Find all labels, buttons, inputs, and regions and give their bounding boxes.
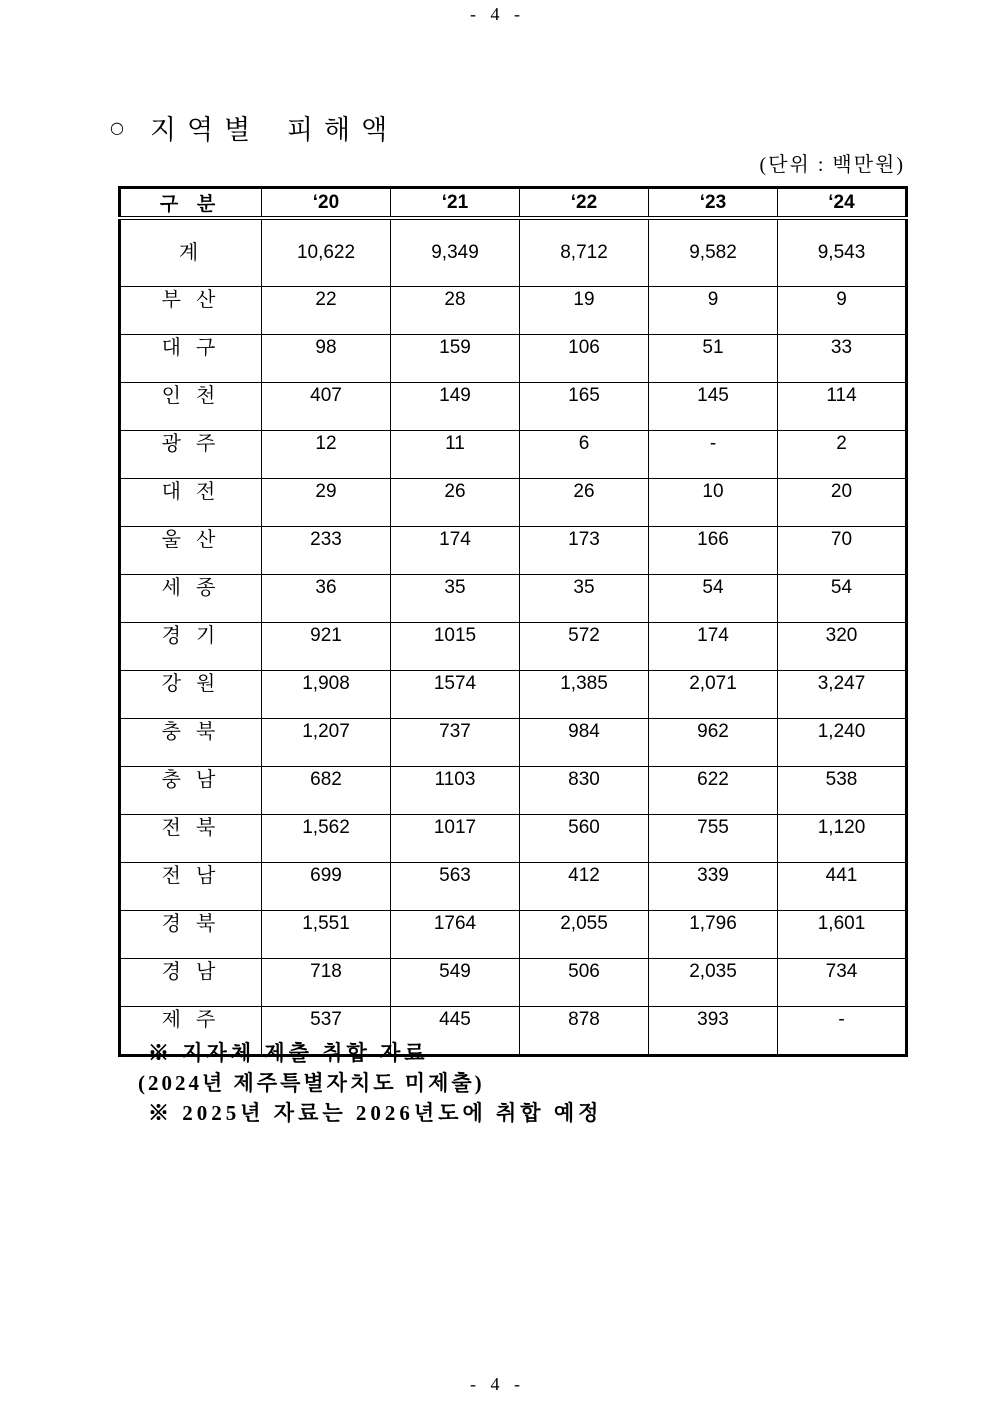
table-row [120,671,907,719]
value-cell: 114 [778,383,907,431]
region-damage-table [118,186,908,1057]
unit-label: (단위 : 백만원) [759,154,905,176]
value-cell: 2,035 [649,959,778,1007]
value-cell: 98 [262,335,391,383]
value-cell: 560 [520,815,649,863]
value-cell: 2,055 [520,911,649,959]
value-cell: 1,551 [262,911,391,959]
value-cell: 682 [262,767,391,815]
value-cell: - [778,1007,907,1056]
value-cell: 174 [649,623,778,671]
value-cell: 26 [391,479,520,527]
value-cell: 12 [262,431,391,479]
value-cell: 9,582 [649,218,778,287]
value-cell: 1,120 [778,815,907,863]
value-cell: 2 [778,431,907,479]
value-cell: 506 [520,959,649,1007]
page-title: 지역별 피해액 [149,115,399,145]
table-row [120,575,907,623]
table-row [120,335,907,383]
value-cell: 26 [520,479,649,527]
value-cell: 339 [649,863,778,911]
value-cell: 1,796 [649,911,778,959]
region-label: 대 구 [120,335,262,383]
value-cell: 1017 [391,815,520,863]
region-label: 부 산 [120,287,262,335]
value-cell: 699 [262,863,391,911]
value-cell: 70 [778,527,907,575]
table-row [120,815,907,863]
value-cell: 51 [649,335,778,383]
value-cell: 537 [262,1007,391,1056]
table-row [120,911,907,959]
region-label: 전 북 [120,815,262,863]
value-cell: 393 [649,1007,778,1056]
header-year-23: ‘23 [649,188,778,219]
value-cell: 2,071 [649,671,778,719]
total-row [120,218,907,287]
value-cell: 35 [391,575,520,623]
value-cell: 8,712 [520,218,649,287]
value-cell: 734 [778,959,907,1007]
value-cell: 1015 [391,623,520,671]
region-label: 울 산 [120,527,262,575]
value-cell: 9 [778,287,907,335]
table-row [120,287,907,335]
region-label: 인 천 [120,383,262,431]
value-cell: 233 [262,527,391,575]
value-cell: 412 [520,863,649,911]
footnotes [138,1038,603,1128]
value-cell: 1764 [391,911,520,959]
section-title-row [110,108,398,147]
value-cell: 36 [262,575,391,623]
table-row [120,767,907,815]
table-row [120,383,907,431]
value-cell: 1,562 [262,815,391,863]
table-row [120,863,907,911]
value-cell: 1574 [391,671,520,719]
value-cell: 165 [520,383,649,431]
region-label: 경 북 [120,911,262,959]
value-cell: 20 [778,479,907,527]
value-cell: 563 [391,863,520,911]
value-cell: 1103 [391,767,520,815]
region-label: 제 주 [120,1007,262,1056]
value-cell: 174 [391,527,520,575]
circle-bullet-icon: ○ [110,117,124,137]
value-cell: 9,349 [391,218,520,287]
value-cell: 718 [262,959,391,1007]
value-cell: 28 [391,287,520,335]
header-year-24: ‘24 [778,188,907,219]
value-cell: 29 [262,479,391,527]
value-cell: 33 [778,335,907,383]
table-row [120,479,907,527]
value-cell: 3,247 [778,671,907,719]
header-year-21: ‘21 [391,188,520,219]
region-label: 계 [120,218,262,287]
region-label: 광 주 [120,431,262,479]
table-row [120,959,907,1007]
region-label: 강 원 [120,671,262,719]
region-label: 경 기 [120,623,262,671]
value-cell: 149 [391,383,520,431]
value-cell: 830 [520,767,649,815]
value-cell: 1,908 [262,671,391,719]
value-cell: 1,601 [778,911,907,959]
header-year-20: ‘20 [262,188,391,219]
value-cell: 921 [262,623,391,671]
table-row [120,431,907,479]
value-cell: 572 [520,623,649,671]
value-cell: 6 [520,431,649,479]
value-cell: 962 [649,719,778,767]
region-label: 경 남 [120,959,262,1007]
value-cell: 407 [262,383,391,431]
value-cell: 984 [520,719,649,767]
value-cell: 11 [391,431,520,479]
value-cell: 22 [262,287,391,335]
value-cell: 166 [649,527,778,575]
footnote-2025-note: ※ 2025년 자료는 2026년도에 취합 예정 [148,1101,603,1125]
value-cell: 10 [649,479,778,527]
value-cell: 320 [778,623,907,671]
value-cell: 145 [649,383,778,431]
table-header-row [120,188,907,219]
table-row [120,719,907,767]
value-cell: 9,543 [778,218,907,287]
table-row [120,527,907,575]
value-cell: 755 [649,815,778,863]
value-cell: 9 [649,287,778,335]
region-label: 대 전 [120,479,262,527]
value-cell: 19 [520,287,649,335]
header-gubun: 구 분 [120,188,262,219]
region-label: 충 남 [120,767,262,815]
value-cell: 10,622 [262,218,391,287]
footnote-source: ※ 지자체 제출 취합 자료 [148,1041,429,1065]
value-cell: 878 [520,1007,649,1056]
region-label: 세 종 [120,575,262,623]
value-cell: 54 [778,575,907,623]
footnote-jeju-note: (2024년 제주특별자치도 미제출) [138,1071,485,1095]
value-cell: 1,240 [778,719,907,767]
page-number-top: - 4 - [470,4,522,24]
value-cell: 737 [391,719,520,767]
value-cell: 445 [391,1007,520,1056]
value-cell: 173 [520,527,649,575]
value-cell: 549 [391,959,520,1007]
region-label: 전 남 [120,863,262,911]
value-cell: 441 [778,863,907,911]
value-cell: - [649,431,778,479]
region-label: 충 북 [120,719,262,767]
value-cell: 35 [520,575,649,623]
value-cell: 1,207 [262,719,391,767]
value-cell: 538 [778,767,907,815]
value-cell: 1,385 [520,671,649,719]
header-year-22: ‘22 [520,188,649,219]
page-number-bottom: - 4 - [470,1374,522,1394]
value-cell: 106 [520,335,649,383]
table-row [120,623,907,671]
value-cell: 622 [649,767,778,815]
value-cell: 54 [649,575,778,623]
value-cell: 159 [391,335,520,383]
